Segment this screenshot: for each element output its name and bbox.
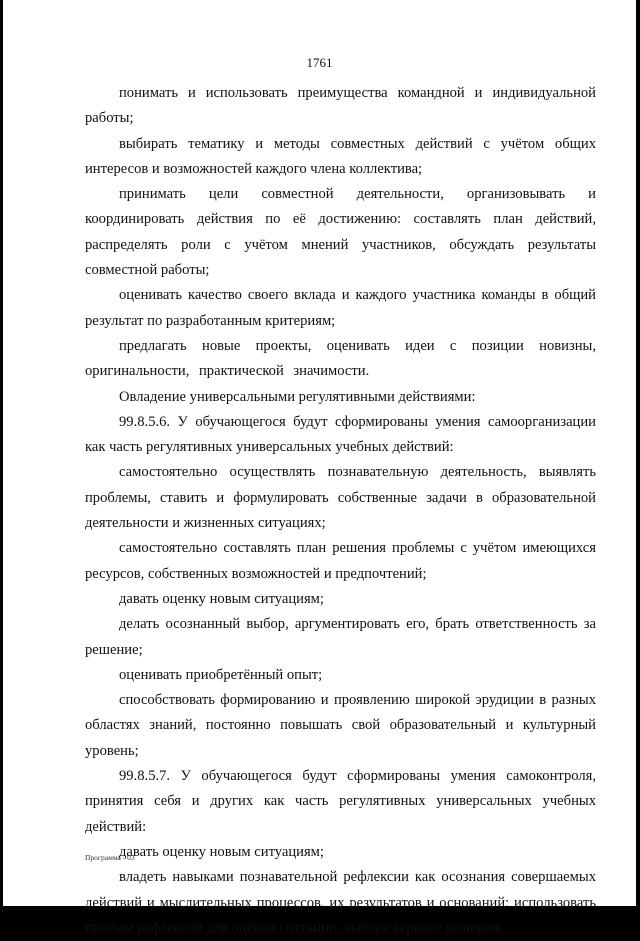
paragraph: давать оценку новым ситуациям;	[119, 590, 324, 607]
paragraph: оценивать качество своего вклада и каждого участника команды в общий результат по разработанным критериям;	[85, 287, 596, 329]
section-heading: Овладение универсальными регулятивными действиями:	[119, 388, 476, 405]
page-number: 1761	[306, 55, 333, 70]
paragraph: способствовать формированию и проявлению широкой эрудиции в разных областях знаний, постоянно повышать свой образовательный и культурный уровень;	[85, 692, 596, 759]
paragraph: понимать и использовать преимущества командной и индивидуальной работы;	[85, 85, 596, 127]
paragraph: выбирать тематику и методы совместных действий с учётом общих интересов и возможностей каждого члена коллектива;	[85, 135, 596, 177]
paragraph: самостоятельно составлять план решения проблемы с учётом имеющихся ресурсов, собственных возможностей и предпочтений;	[85, 540, 596, 582]
paragraph: делать осознанный выбор, аргументировать его, брать ответственность за решение;	[85, 616, 596, 658]
paragraph: владеть навыками познавательной рефлексии как осознания совершаемых действий и мыслительных процессов, их результатов и оснований; использовать приёмы рефлексии для оценки ситуации, выбора верного решения;	[85, 869, 596, 936]
paragraph: 99.8.5.7. У обучающегося будут сформированы умения самоконтроля, принятия себя и других как часть регулятивных универсальных учебных действий:	[85, 768, 596, 835]
paragraph: оценивать приобретённый опыт;	[119, 666, 323, 683]
paragraph: самостоятельно осуществлять познавательную деятельность, выявлять проблемы, ставить и формулировать собственные задачи в образовательной деятельности и жизненных ситуациях;	[85, 464, 596, 532]
paragraph: предлагать новые проекты, оценивать идеи с позиции новизны, оригинальности, практической значимости.	[85, 337, 596, 380]
paragraph: принимать цели совместной деятельности, организовывать и координировать действия по её достижению: составлять план действий, распределять роли с учётом мнений участников, обсуждать результаты совместной работы;	[85, 186, 596, 279]
document-page	[3, 0, 636, 936]
page-footer: Программа - 03	[85, 853, 135, 862]
paragraph: 99.8.5.6. У обучающегося будут сформированы умения самоорганизации как часть регулятивных универсальных учебных действий:	[85, 413, 596, 456]
document-body	[85, 81, 596, 941]
paragraph: давать оценку новым ситуациям;	[119, 843, 324, 860]
